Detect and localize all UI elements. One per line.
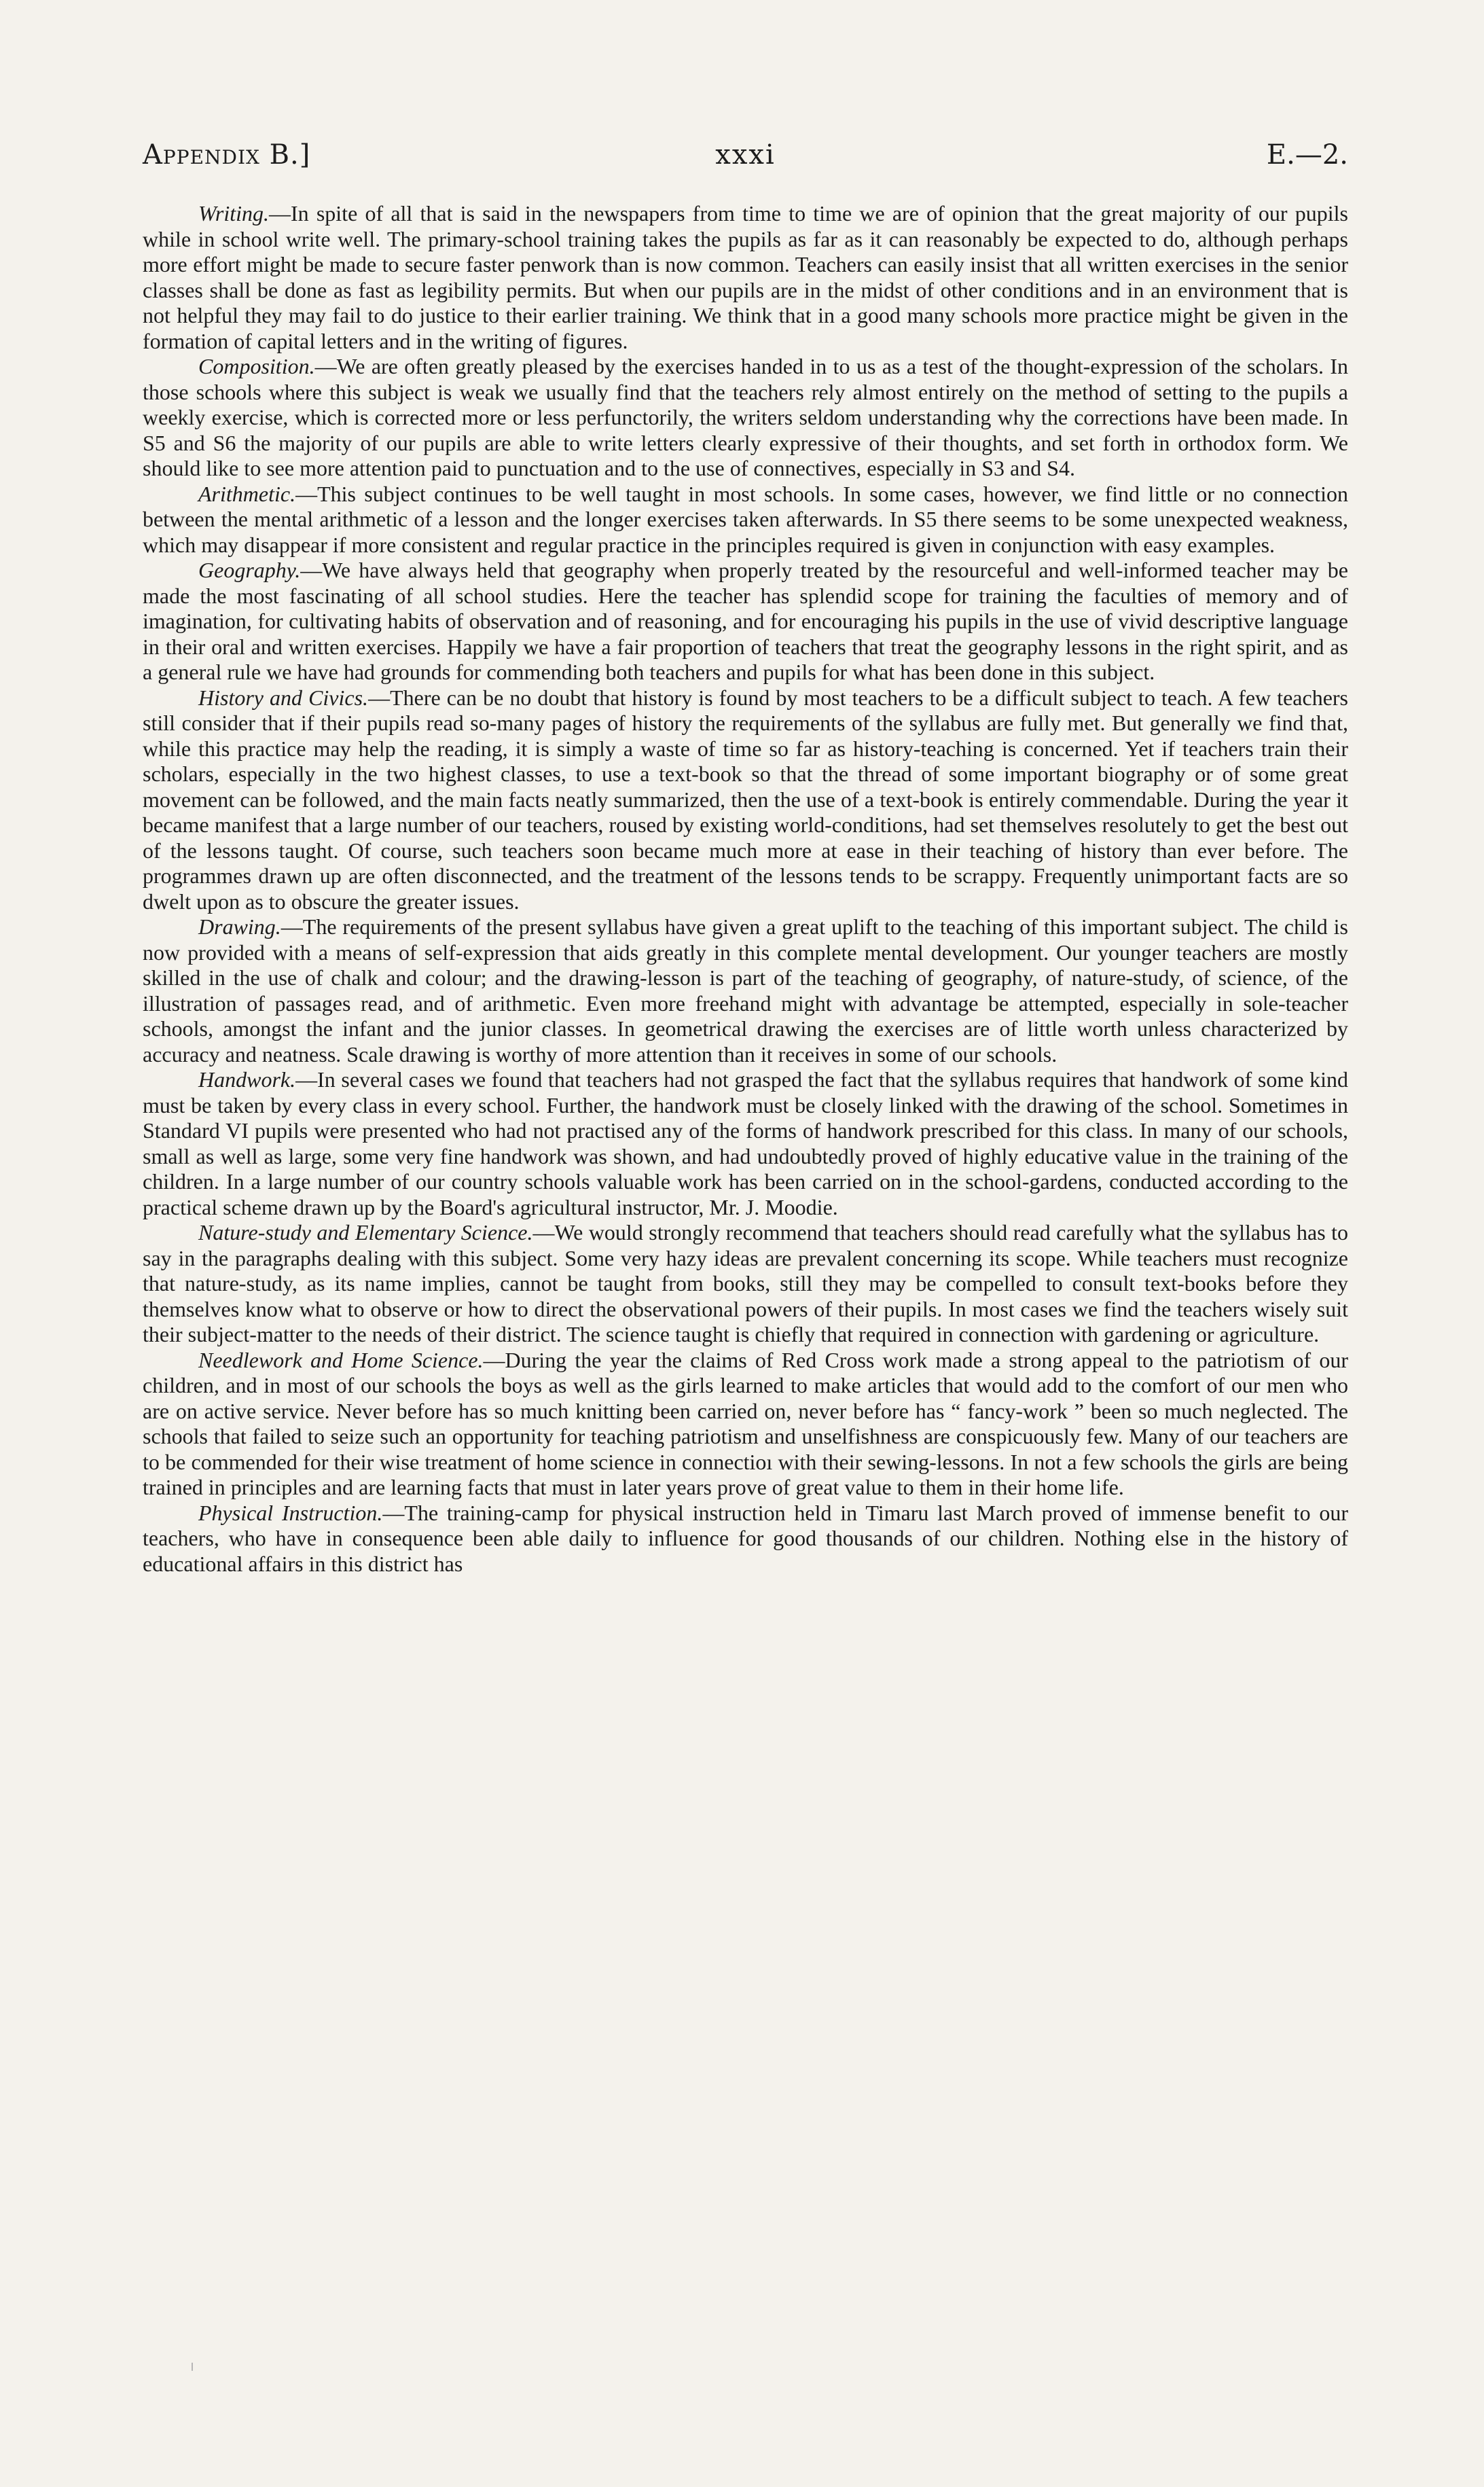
paragraph-composition — [143, 354, 1348, 482]
paragraph-text: —We have always held that geography when properly treated by the resourceful and well-informed teacher may be made the most fascinating of all school studies. Here the teacher has splendid scope for training the faculties of memory and of imagination, for cultivating habits of observation and of reasoning, and for encouraging his pupils in the use of vivid descriptive language in their oral and written exercises. Happily we have a fair proportion of teachers that treat the geography lessons in the right spirit, and as a general rule we have had grounds for commending both teachers and pupils for what has been done in this subject. — [143, 558, 1348, 684]
paragraph-text: —We are often greatly pleased by the exercises handed in to us as a test of the thought-expression of the scholars. In those schools where this subject is weak we usually find that the teachers rely almost entirely on the method of setting to the pupils a weekly exercise, which is corrected more or less perfunctorily, the writers seldom understanding why the corrections have been made. In S5 and S6 the majority of our pupils are able to write letters clearly expressive of their thoughts, and set forth in orthodox form. We should like to see more attention paid to punctuation and to the use of connectives, especially in S3 and S4. — [143, 354, 1348, 480]
paragraph-text: —The requirements of the present syllabus have given a great uplift to the teaching of this important subject. The child is now provided with a means of self-expression that aids greatly in this complete mental development. Our younger teachers are mostly skilled in the use of chalk and colour; and the drawing-lesson is part of the teaching of geography, of nature-study, of science, of the illustration of passages read, and of arithmetic. Even more freehand might with advantage be attempted, especially in sole-teacher schools, amongst the infant and the junior classes. In geometrical drawing the exercises are of little worth unless characterized by accuracy and neatness. Scale drawing is worthy of more attention than it receives in some of our schools. — [143, 914, 1348, 1067]
page-number: xxxi — [715, 139, 776, 171]
paragraph-heading: Geography. — [198, 558, 301, 582]
paragraph-geography — [143, 558, 1348, 685]
paragraph-needlework — [143, 1348, 1348, 1501]
paragraph-heading: Drawing. — [198, 914, 281, 939]
paragraph-text: —During the year the claims of Red Cross work made a strong appeal to the patriotism of our children, and in most of our schools the boys as well as the girls learned to make articles that would add to the comfort of our men who are on active service. Never before has so much knitting been carried on, never before has “ fancy-work ” been so much neglected. The schools that failed to seize such an opportunity for teaching patriotism and unselfishness are conspicuously few. Many of our teachers are to be commended for their wise treatment of home science in connectioı with their sewing-lessons. In not a few schools the girls are being trained in principles and are learning facts that must in later years prove of great value to them in their home life. — [143, 1347, 1349, 1499]
paragraph-heading: Writing. — [198, 201, 270, 226]
scan-mark — [192, 2363, 193, 2371]
paragraph-heading: Needlework and Home Science. — [198, 1347, 484, 1372]
paragraph-text: —In several cases we found that teachers had not grasped the fact that the syllabus requires that handwork of some kind must be taken by every class in every school. Further, the handwork must be closely linked with the drawing of the school. Sometimes in Standard VI pupils were presented who had not practised any of the forms of handwork prescribed for this class. In many of our schools, small as well as large, some very fine handwork was shown, and had undoubtedly proved of highly educative value in the training of the children. In a large number of our country schools valuable work has been carried on in the school-gardens, conducted according to the practical scheme drawn up by the Board's agricultural instructor, Mr. J. Moodie. — [143, 1067, 1348, 1219]
paragraph-text: —There can be no doubt that history is found by most teachers to be a difficult subject to teach. A few teachers still consider that if their pupils read so-many pages of history the requirements of the syllabus are fully met. But generally we find that, while this practice may help the reading, it is simply a waste of time so far as history-teaching is concerned. Yet if teachers train their scholars, especially in the two highest classes, to use a text-book so that the thread of some important biography or of some great movement can be followed, and the main facts neatly summarized, then the use of a text-book is entirely commendable. During the year it became manifest that a large number of our teachers, roused by existing world-conditions, had set themselves resolutely to get the best out of the lessons taught. Of course, such teachers soon became much more at ease in their teaching of history than ever before. The programmes drawn up are often disconnected, and the treatment of the lessons tends to be scrappy. Frequently unimportant facts are so dwelt upon as to obscure the greater issues. — [143, 685, 1349, 914]
paragraph-nature-study — [143, 1220, 1348, 1348]
paragraph-heading: Handwork. — [198, 1067, 296, 1092]
paragraph-text: —We would strongly recommend that teachers should read carefully what the syllabus has to say in the paragraphs dealing with this subject. Some very hazy ideas are prevalent concerning its scope. While teachers must recognize that nature-study, as its name implies, cannot be taught from books, still they may be compelled to consult text-books before they themselves know what to observe or how to direct the observational powers of their pupils. In most cases we find the teachers wisely suit their subject-matter to the needs of their district. The science taught is chiefly that required in connection with gardening or agriculture. — [143, 1220, 1349, 1346]
paragraph-heading: Physical Instruction. — [198, 1500, 383, 1525]
paragraph-handwork — [143, 1067, 1348, 1220]
paragraph-heading: Nature-study and Elementary Science. — [198, 1220, 533, 1245]
paragraph-writing — [143, 201, 1348, 354]
paragraph-text: —This subject continues to be well taught in most schools. In some cases, however, we find little or no connection between the mental arithmetic of a lesson and the longer exercises taken afterwards. In S5 there seems to be some unexpected weakness, which may disappear if more consistent and regular practice in the principles required is given in conjunction with easy examples. — [143, 481, 1348, 557]
paragraph-drawing — [143, 914, 1348, 1067]
paragraph-heading: History and Civics. — [198, 685, 369, 710]
paragraph-text: —In spite of all that is said in the newspapers from time to time we are of opinion that the great majority of our pupils while in school write well. The primary-school training takes the pupils as far as it can reasonably be expected to do, although perhaps more effort might be made to secure faster penwork than is now common. Teachers can easily insist that all written exercises in the senior classes shall be done as fast as legibility permits. But when our pupils are in the midst of other conditions and in an environment that is not helpful they may fail to do justice to their earlier training. We think that in a good many schools more practice might be given in the formation of capital letters and in the writing of figures. — [143, 201, 1348, 353]
paragraph-text: —The training-camp for physical instruction held in Timaru last March proved of immense benefit to our teachers, who have in consequence been able daily to influence for good thousands of our children. Nothing else in the history of educational affairs in this district has — [143, 1500, 1349, 1576]
paragraph-heading: Arithmetic. — [198, 481, 296, 506]
paragraph-heading: Composition. — [198, 354, 315, 378]
paragraph-history-civics — [143, 685, 1348, 915]
page-header — [143, 135, 1348, 175]
paragraph-physical-instruction — [143, 1501, 1348, 1577]
report-code: E.—2. — [1266, 139, 1348, 171]
paragraph-arithmetic — [143, 482, 1348, 558]
appendix-label: Appendix B.] — [143, 139, 311, 171]
report-body — [143, 201, 1348, 1577]
